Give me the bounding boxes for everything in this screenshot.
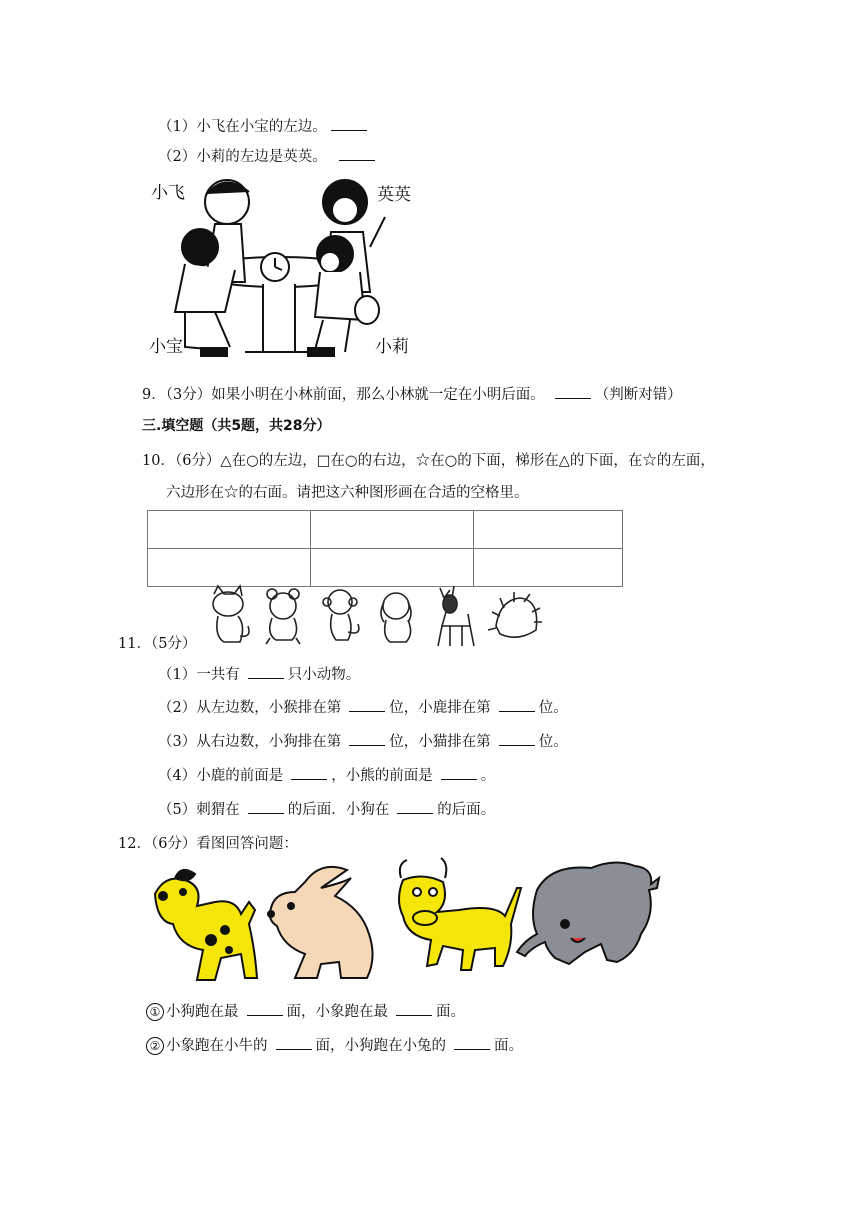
answer-blank[interactable] [247,1001,283,1016]
children-table-illustration [145,172,420,362]
q12-sub1: ① 小狗跑在最 面，小象跑在最 面。 [146,1001,465,1022]
answer-blank[interactable] [331,116,367,131]
q11-sub3: （3）从右边数，小狗排在第 位，小猫排在第 位。 [158,731,568,752]
running-animals-illustration [145,854,665,989]
grid-cell[interactable] [474,511,623,549]
q12-sub2: ② 小象跑在小牛的 面，小狗跑在小兔的 面。 [146,1035,523,1056]
q11-header: 11．（5分） [118,636,197,652]
answer-blank[interactable] [291,765,327,780]
grid-cell[interactable] [148,549,311,587]
answer-blank[interactable] [349,697,385,712]
q11-sub1: （1）一共有 只小动物。 [158,664,360,685]
yellow-dog-figure [155,870,257,980]
q9: 9．（3分）如果小明在小林前面，那么小林就一定在小明后面。 （判断对错） [142,384,682,405]
q11-sub5: （5）刺猬在 的后面．小狗在 的后面。 [158,799,495,820]
answer-blank[interactable] [339,146,375,161]
answer-blank[interactable] [396,1001,432,1016]
shape-grid [147,510,623,587]
grid-cell[interactable] [311,511,474,549]
animals-row-illustration [200,586,540,648]
deer-figure [438,586,474,646]
children-drawing [145,172,420,362]
q12-header: 12．（6分）看图回答问题： [118,836,298,852]
q11-sub4: （4）小鹿的前面是 ，小熊的前面是 。 [158,765,495,786]
q10-line2: 六边形在☆的右面。请把这六种图形画在合适的空格里。 [166,485,529,501]
cat-figure [213,586,249,642]
answer-blank[interactable] [248,799,284,814]
q10-line1: 10．（6分）△在○的左边，□在○的右边，☆在○的下面，梯形在△的下面，在☆的左面， [142,453,715,469]
answer-blank[interactable] [276,1035,312,1050]
monkey-figure [323,590,359,640]
bear-figure [266,589,300,644]
grid-cell[interactable] [311,549,474,587]
section-heading: 三.填空题（共5题，共28分） [142,418,331,434]
answer-blank[interactable] [248,664,284,679]
label-xiaoli: 小莉 [375,337,409,357]
gray-elephant-figure [517,862,659,964]
answer-blank[interactable] [499,731,535,746]
q8-sub2: （2）小莉的左边是英英。 [158,146,379,167]
answer-blank[interactable] [499,697,535,712]
hedgehog-figure [488,592,542,637]
label-xiaofei: 小飞 [151,183,185,203]
label-yingying: 英英 [377,185,411,205]
answer-blank[interactable] [441,765,477,780]
grid-cell[interactable] [148,511,311,549]
label-xiaobao: 小宝 [149,337,183,357]
rabbit-figure [268,867,373,978]
q8-sub1: （1）小飞在小宝的左边。 [158,116,371,137]
yellow-cow-figure [399,858,521,970]
dog-figure [381,593,411,642]
answer-blank[interactable] [349,731,385,746]
answer-blank[interactable] [454,1035,490,1050]
answer-blank[interactable] [397,799,433,814]
answer-blank[interactable] [555,384,591,399]
grid-cell[interactable] [474,549,623,587]
q11-sub2: （2）从左边数，小猴排在第 位，小鹿排在第 位。 [158,697,568,718]
